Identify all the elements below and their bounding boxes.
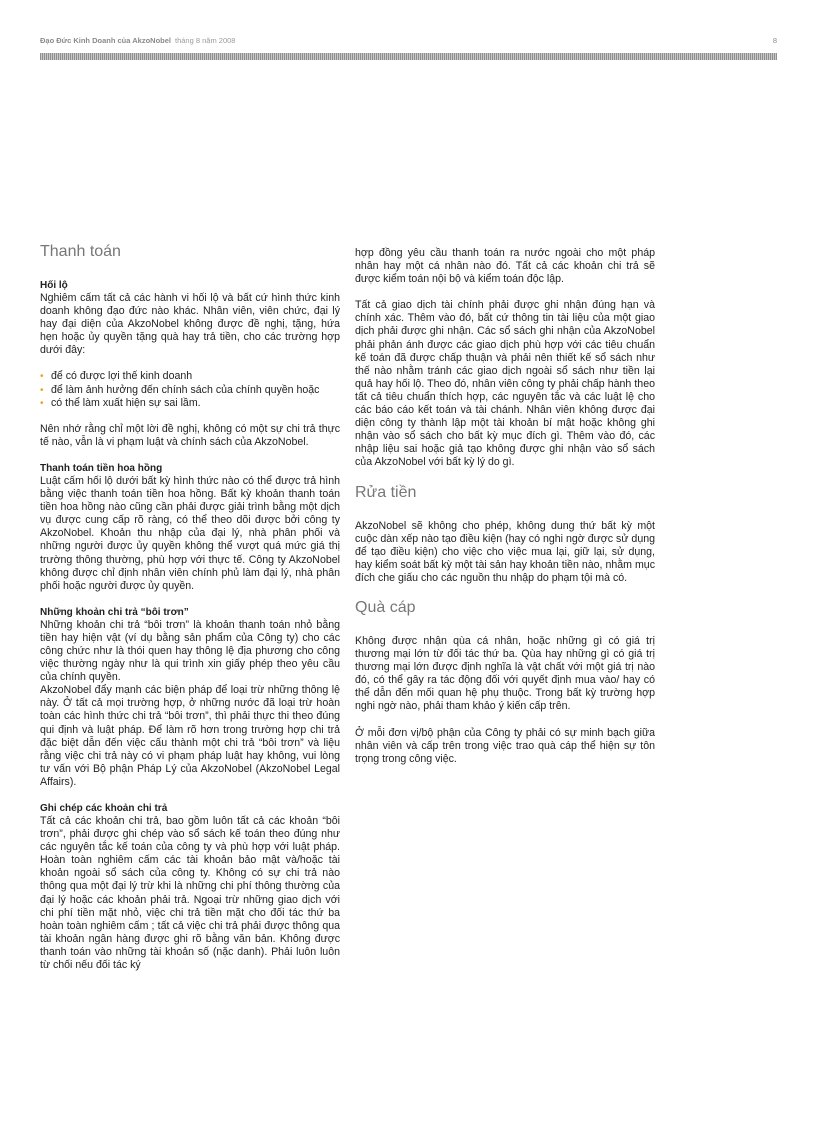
- lubricating-body-1: Những khoản chi trả “bôi trơn” là khoản thanh toán nhỏ bằng tiền hay hiện vật (ví dụ bằng sản phẩm của Công ty) cho các công chức như là thói quen hay thông lệ địa phương cho công việc thường ngày như là qui trình xin giấy phép theo yêu cầu của chính quyền.: [40, 618, 340, 684]
- page-header: [40, 36, 777, 48]
- document-title: Đạo Đức Kinh Doanh của AkzoNobel: [40, 36, 171, 45]
- section-heading-payments: Thanh toán: [40, 243, 121, 260]
- lubricating-body-2: AkzoNobel đẩy mạnh các biện pháp để loại trừ những thông lệ này. Ở tất cả mọi trường hợp, ở những nước đã loại trừ hoàn toàn các hình thức chi trả “bôi trơn”, thì phải thực thi theo đúng qui định và luật pháp. Để làm rõ hơn trong trường hợp chi trả đặc biệt dẫn đến việc cấu thành một chi trả “bôi trơn” và liệu rằng việc chi trả này có vi phạm pháp luật hay không, vui lòng tư vấn với Bộ phận Pháp Lý của AkzoNobel (AkzoNobel Legal Affairs).: [40, 684, 340, 788]
- list-item: • có thể làm xuất hiện sự sai lầm.: [40, 396, 201, 409]
- recording-continuation: hợp đồng yêu cầu thanh toán ra nước ngoài cho một pháp nhân hay một cá nhân nào đó. Tất cả các khoản chi trả sẽ được kiểm toán nội bộ và kiểm toán độc lập.: [355, 247, 655, 286]
- gifts-body-1: Không được nhận qùa cá nhân, hoặc những gì có giá trị thương mại lớn từ đối tác thứ ba. Qùa hay những gì có giá trị thương mại lớn được định nghĩa là vật chất với một giá trị nào đó, có thể gây ra tác động đối với quyết định mua vào/ hay có thể dẫn đến mối quan hệ phụ thuộc. Trong bất kỳ trường hợp nghi ngờ nào, phải tham khảo ý kiến cấp trên.: [355, 634, 655, 713]
- bullet-dot-icon: •: [40, 397, 44, 409]
- subheading-commission: Thanh toán tiền hoa hồng: [40, 462, 163, 474]
- subheading-recording-payments: Ghi chép các khoản chi trả: [40, 803, 168, 814]
- bullet-dot-icon: •: [40, 371, 44, 383]
- left-column: [40, 242, 340, 972]
- subheading-lubricating-payments: Những khoản chi trả “bôi trơn”: [40, 606, 189, 618]
- section-heading-money-laundering: Rửa tiền: [355, 483, 417, 501]
- bribery-intro: Nghiêm cấm tất cả các hành vi hối lộ và bất cứ hình thức kinh doanh không đạo đức nào khác. Nhân viên, viên chức, đại lý hay đại diện của AkzoNobel không được đề nghị, tặng, hứa hẹn hoặc ủy quyền tặng quà hay trả tiền, cho các trường hợp dưới đây:: [40, 292, 340, 357]
- commission-body: Luật cấm hối lộ dưới bất kỳ hình thức nào có thể được trả hình bằng việc thanh toán tiền hoa hồng. Bất kỳ khoản thanh toán tiền hoa hồng nào cũng cần phải được giải trình bằng một dịch vụ được cung cấp rõ ràng, có thể theo dõi được bởi công ty AkzoNobel. Khoản thu nhập của đại lý, nhà phân phối và những người được ủy quyền không thể vượt quá mức giá thị trường thông thường, phù hợp với thực tế. Công ty AkzoNobel không được chỉ định nhân viên chính phủ làm đại lý, nhà phân phối hoặc người được ủy quyền.: [40, 474, 340, 592]
- list-item: • để có được lợi thế kinh doanh: [40, 370, 193, 383]
- page-number: 8: [772, 36, 777, 45]
- bullet-dot-icon: •: [40, 384, 44, 396]
- right-column: [355, 247, 655, 766]
- list-item: • để làm ảnh hưởng đến chính sách của chính quyền hoặc: [40, 383, 320, 396]
- bribery-note: Nên nhớ rằng chỉ một lời đề nghị, không có một sự chi trả thực tế nào, vẫn là vi phạm luật và chính sách của AkzoNobel.: [40, 422, 340, 448]
- money-laundering-body: AkzoNobel sẽ không cho phép, không dung thứ bất kỳ một cuộc dàn xếp nào tạo điều kiện (hay có nghi ngờ được sử dụng để tạo điều kiện) cho việc cho việc mua lại, giữ lại, sử dụng, hay kiểm soát bất kỳ một tài sản hay khoản tiền nào, nhằm mục đích che giấu cho các nguồn thu nhập do phạm tội mà có.: [355, 519, 655, 584]
- recording-body: Tất cả các khoản chi trả, bao gồm luôn tất cả các khoản “bôi trơn”, phải được ghi chép vào sổ sách kế toán theo đúng như các nguyên tắc kế toán của công ty và phù hợp với luật pháp. Hoàn toàn nghiêm cấm các tài khoản bảo mật và/hoặc tài khoản ngoài sổ sách của công ty. Không có sự chi trả nào thông qua một đại lý trừ khi là những chi phí thông thường của đại lý hoặc các khoản phải trả. Ngoại trừ những giao dịch với chi phí tiền mặt nhỏ, việc chi trả tiền mặt cho đối tác thứ ba hoàn toàn nghiêm cấm ; tất cả việc chi trả phải được thông qua tài khoản ngân hàng được ghi rõ bằng văn bản. Không được thanh toán vào những tài khoản số (nặc danh). Phải luôn luôn từ chối nếu đối tác ký: [40, 815, 340, 972]
- document-date: tháng 8 năm 2008: [175, 36, 236, 45]
- subheading-bribery: Hối lộ: [40, 280, 68, 291]
- header-divider-bar: [40, 53, 777, 60]
- gifts-body-2: Ở mỗi đơn vị/bộ phận của Công ty phải có sự minh bạch giữa nhân viên và cấp trên trong việc trao quà cáp thể hiện sự tôn trọng trong công việc.: [355, 726, 655, 765]
- section-heading-gifts: Quà cáp: [355, 598, 416, 616]
- transactions-body: Tất cả giao dịch tài chính phải được ghi nhận đúng hạn và chính xác. Thêm vào đó, bất cứ thông tin tài liệu của một giao dịch phải được ghi nhận. Các sổ sách ghi nhận của AkzoNobel phải phản ánh được các giao dịch phù hợp với các tiêu chuẩn kế toán đã được chấp thuận và phải nên thiết kế sổ sách như thế nào nhằm tránh các giao dịch ngoài sổ sách như tiền lại quả hay hối lộ. Theo đó, nhân viên công ty phải chấp hành theo tất cả tiêu chuẩn thích hợp, các nguyên tắc và các luật lệ cho các báo cáo kết toán và tài chánh. Nhân viên không được đại diện công ty thành lập một tài khoản bí mật hoặc không ghi nhận vào sổ sách cho bất kỳ mục đích gì. Thêm vào đó, các nhập liệu sai hoặc giả tạo không được ghi nhận vào sổ sách của AkzoNobel với bất kỳ lý do gì.: [355, 299, 655, 469]
- bribery-bullet-list: [40, 370, 340, 409]
